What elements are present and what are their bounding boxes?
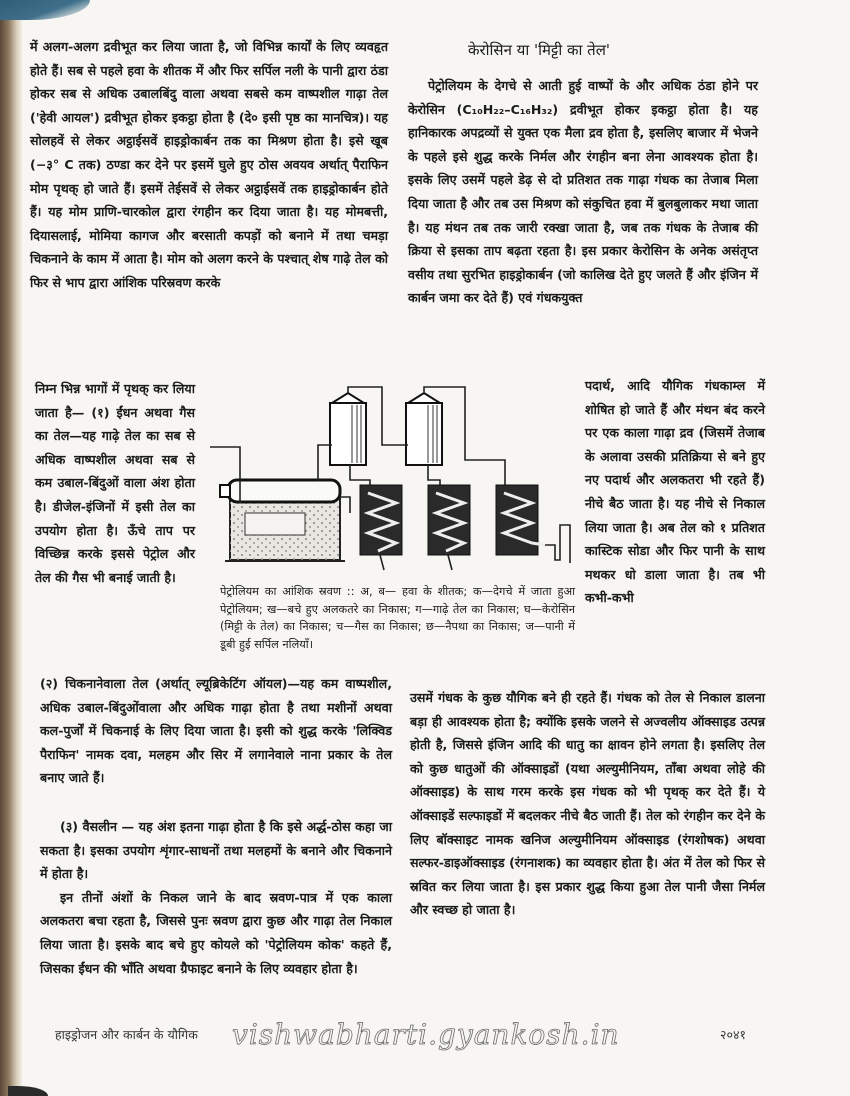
left-column-paragraph: में अलग-अलग द्रवीभूत कर लिया जाता है, जो विभिन्न कार्यों के लिए व्यवहृत होते हैं। सब से पहले हवा के शीतक में और फिर सर्पिल नली के पानी द्वारा ठंडा होकर सब से अधिक उबालबिंदु वाला अथवा सबसे कम वाष्पशील गाढ़ा तेल ('हेवी आयल') द्रवीभूत होकर इकट्ठा होता है (दे० इसी पृष्ठ का मानचित्र)। यह सोलहवें से लेकर अट्ठाईसवें हाइड्रोकार्बन तक का मिश्रण होता है। इसे खूब (−३° C तक) ठण्डा कर देने पर इसमें घुले हुए ठोस अवयव अर्थात् पैराफिन मोम पृथक् हो जाते हैं। इसमें तेईसवें से लेकर अट्ठाईसवें तक हाइड्रोकार्बन होते हैं। यह मोम प्राणि-चारकोल द्वारा रंगहीन कर दिया जाता है। यह मोमबत्ती, दियासलाई, मोमिया कागज और बरसाती कपड़ों को बनाने में तथा चमड़ा चिकनाने के काम में आता है। मोम को अलग करने के पश्चात् शेष गाढ़े तेल को फिर से भाप द्वारा आंशिक परिस्रवण करके bbox=[30, 39, 388, 290]
vaseline-paragraph: (३) वैसलीन — यह अंश इतना गाढ़ा होता है कि इसे अर्द्ध-ठोस कहा जा सकता है। इसका उपयोग शृंगार-साधनों तथा मलहमों के बनाने और चिकनाने में होता है। bbox=[40, 819, 392, 882]
right-lower-paragraph: उसमें गंधक के कुछ यौगिक बने ही रहते हैं। गंधक को तेल से निकाल डालना बड़ा ही आवश्यक होता है; क्योंकि इसके जलने से अज्वलीय ऑक्साइड उत्पन्न होती है, जिससे इंजिन आदि की धातु का क्षावन होने लगता है। इसलिए तेल को कुछ धातुओं की ऑक्साइडों (यथा अल्युमीनियम, ताँबा अथवा लोहे की ऑक्साइड) के साथ गरम करके इस गंधक को भी पृथक् कर देते हैं। ये ऑक्साइडें सल्फाइडों में बदलकर नीचे बैठ जाती हैं। तेल को रंगहीन कर देने के लिए बॉक्साइट नामक खनिज अल्युमीनियम ऑक्साइड (रंगशोषक) अथवा सल्फर-डाइऑक्साइड (रंगनाशक) का व्यवहार होता है। अंत में तेल को फिर से स्रवित कर लिया जाता है। इस प्रकार शुद्ध किया हुआ तेल पानी जैसा निर्मल और स्वच्छ हो जाता है। bbox=[410, 690, 765, 918]
running-footer-title: हाइड्रोजन और कार्बन के यौगिक bbox=[55, 1027, 198, 1042]
condenser-tank-1 bbox=[360, 485, 402, 570]
air-cooler-tower-a bbox=[330, 393, 366, 465]
book-spine-edge bbox=[0, 0, 22, 1096]
figure-caption: पेट्रोलियम का आंशिक स्रवण :: अ, ब— हवा के शीतक; क—देगचे में जाता हुआ पेट्रोलियम; ख—बचे हुए अलकतरे का निकास; ग—गाढ़े तेल का निकास; घ—केरोसिन (मिट्टी के तेल) का निकास; च—गैस का निकास; छ—नैपथा का निकास; ज—पानी में डूबी हुई सर्पिल नलियाँ। bbox=[220, 585, 575, 651]
right-column-paragraph: पेट्रोलियम के देगचे से आती हुई वाष्पों के और अधिक ठंडा होने पर केरोसिन (C₁₀H₂₂–C₁₆H₃₂) द्रवीभूत होकर इकट्ठा होता है। यह हानिकारक अपद्रव्यों से युक्त एक मैला द्रव होता है, इसलिए बाजार में भेजने के पहले इसे शुद्ध करके निर्मल और रंगहीन बना लेना आवश्यक होता है। इसके लिए उसमें पहले डेढ़ से दो प्रतिशत तक गाढ़ा गंधक का तेजाब मिला दिया जाता है और तब उस मिश्रण को संकुचित हवा में बुलबुलाकर मथा जाता है। यह मंथन तब तक जारी रक्खा जाता है, जब तक गंधक के तेजाब की क्रिया से इसका ताप बढ़ता रहता है। इस प्रकार केरोसिन के अनेक असंतृप्त वसीय तथा सुरभित हाइड्रोकार्बन (जो कालिख देते हुए जलते हैं और इंजिन में कार्बन जमा कर देते हैं) एवं गंधकयुक्त bbox=[408, 78, 758, 306]
right-narrow-paragraph: पदार्थ, आदि यौगिक गंधकाम्ल में शोषित हो जाते हैं और मंथन बंद करने पर एक काला गाढ़ा द्रव (जिसमें तेजाब के अलावा उसकी प्रतिक्रिया से बने हुए नए पदार्थ और अलकतरा भी रहते हैं) नीचे बैठ जाता है। यह नीचे से निकाल लिया जाता है। अब तेल को १ प्रतिशत कास्टिक सोडा और फिर पानी के साथ मथकर धो डाला जाता है। तब भी कभी-कभी bbox=[585, 378, 765, 606]
petroleum-coke-paragraph: इन तीनों अंशों के निकल जाने के बाद स्रवण-पात्र में एक काला अलकतरा बचा रहता है, जिससे पुनः स्रवण द्वारा कुछ और गाढ़ा तेल निकाल लिया जाता है। इसके बाद बचे हुए कोयले को 'पेट्रोलियम कोक' कहते हैं, जिसका ईंधन की भाँति अथवा ग्रैफाइट बनाने के लिए व्यवहार होता है। bbox=[40, 889, 392, 976]
condenser-tank-3 bbox=[496, 485, 545, 555]
page-number: २०४१ bbox=[720, 1027, 747, 1042]
lubricating-oil-paragraph: (२) चिकनानेवाला तेल (अर्थात् ल्यूब्रिकेटिंग ऑयल)—यह कम वाष्पशील, अधिक उबाल-बिंदुओंवाला और अधिक गाढ़ा होता है तथा मशीनों अथवा कल-पुर्जों में चिकनाई के लिए दिया जाता है। इसी को शुद्ध करके 'लिक्विड पैराफिन' नामक दवा, मलहम और सिर में लगानेवाले नाना प्रकार के तेल बनाए जाते हैं। bbox=[40, 676, 392, 786]
left-lower-block bbox=[40, 815, 392, 980]
boiler-still bbox=[220, 480, 340, 502]
fractional-distillation-figure bbox=[200, 385, 580, 580]
page-corner-shadow bbox=[0, 0, 90, 20]
section-heading: केरोसिन या 'मिट्टी का तेल' bbox=[468, 41, 610, 59]
furnace bbox=[225, 495, 345, 561]
condenser-tank-2 bbox=[428, 485, 470, 570]
air-cooler-tower-b bbox=[406, 393, 442, 465]
left-narrow-paragraph: निम्न भिन्न भागों में पृथक् कर लिया जाता है— (१) ईंधन अथवा गैस का तेल—यह गाढ़े तेल का सब से अधिक वाष्पशील अथवा सब से कम उबाल-बिंदुओं वाला अंश होता है। डीजेल-इंजिनों में इसी तेल का उपयोग होता है। ऊँचे ताप पर विच्छिन्न करके इससे पेट्रोल और तेल की गैस भी बनाई जाती है। bbox=[35, 381, 195, 585]
page-corner-bottom bbox=[8, 1086, 48, 1096]
watermark: vishwabharti.gyankosh.in bbox=[232, 1018, 620, 1051]
